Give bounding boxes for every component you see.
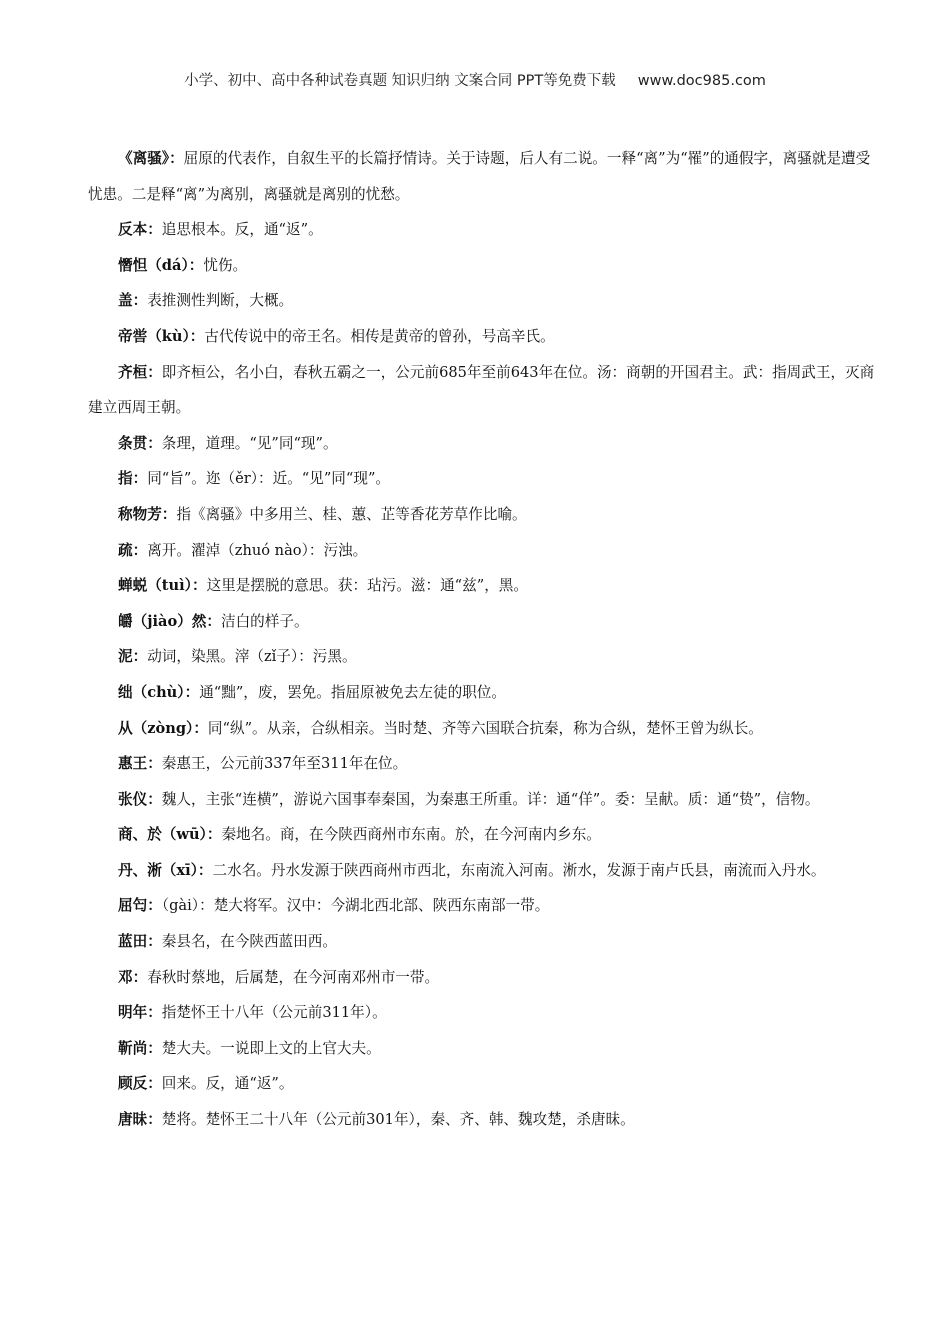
entry-definition: （gài）：楚大将军。汉中：今湖北西北部、陕西东南部一带。 xyxy=(161,897,550,915)
entry-term: 绌（chù）： xyxy=(118,683,200,701)
entry-definition: 离开。濯淖（zhuó nào）：污浊。 xyxy=(147,541,368,559)
entry-term: 唐昧： xyxy=(118,1111,162,1129)
entry-term: 商、於（wū）： xyxy=(118,826,222,844)
entry-definition: 回来。反，通“返”。 xyxy=(161,1075,294,1093)
entry-definition: 魏人，主张“连横”，游说六国事奉秦国，为秦惠王所重。详：通“佯”。委：呈献。质：通“贽”，信物。 xyxy=(161,790,820,808)
entry xyxy=(88,746,878,782)
entry xyxy=(88,817,878,853)
entry-definition: 追思根本。反，通“返”。 xyxy=(161,221,323,239)
entry-definition: 秦县名，在今陕西蓝田西。 xyxy=(161,933,337,951)
entry xyxy=(88,604,878,640)
entry-definition: 洁白的样子。 xyxy=(220,612,309,630)
entry-definition: 即齐桓公，名小白，春秋五霸之一，公元前685年至前643年在位。汤：商朝的开国君主。武：指周武王，灭商建立西周王朝。 xyxy=(88,363,875,417)
entry-definition: 二水名。丹水发源于陕西商州市西北，东南流入河南。淅水，发源于南卢氏县，南流而入丹水。 xyxy=(212,861,826,879)
entry xyxy=(88,960,878,996)
entry-definition: 秦惠王，公元前337年至311年在位。 xyxy=(161,755,408,773)
entry xyxy=(88,283,878,319)
entry-definition: 条理，道理。“见”同“现”。 xyxy=(161,434,338,452)
entry xyxy=(88,497,878,533)
entry xyxy=(88,639,878,675)
entry-term: 盖： xyxy=(118,292,148,310)
entry xyxy=(88,711,878,747)
entry xyxy=(88,1031,878,1067)
entry-definition: 忧伤。 xyxy=(203,256,248,274)
entry-definition: 楚将。楚怀王二十八年（公元前301年），秦、齐、韩、魏攻楚，杀唐昧。 xyxy=(161,1111,635,1129)
entry-term: 邓： xyxy=(118,968,148,986)
entry-term: 丹、淅（xī）： xyxy=(118,861,213,879)
entry-definition: 这里是摆脱的意思。获：玷污。滋：通“兹”，黑。 xyxy=(206,577,528,595)
entry-term: 反本： xyxy=(118,221,162,239)
entry xyxy=(88,141,878,212)
entry xyxy=(88,675,878,711)
entry-term: 惠王： xyxy=(118,755,162,773)
entry-term: 从（zòng）： xyxy=(118,719,208,737)
entry-term: 齐桓： xyxy=(118,363,162,381)
entry-definition: 同“旨”。迩（ěr）：近。“见”同“现”。 xyxy=(147,470,391,488)
entry-term: 蓝田： xyxy=(118,933,162,951)
entry xyxy=(88,212,878,248)
entry-definition: 春秋时蔡地，后属楚，在今河南邓州市一带。 xyxy=(147,968,440,986)
entry xyxy=(88,888,878,924)
entry-term: 帝喾（kù）： xyxy=(118,327,205,345)
entry xyxy=(88,995,878,1031)
entry-term: 泥： xyxy=(118,648,148,666)
entry-definition: 指《离骚》中多用兰、桂、蕙、芷等香花芳草作比喻。 xyxy=(176,505,527,523)
entry-definition: 指楚怀王十八年（公元前311年）。 xyxy=(161,1004,387,1022)
entry-term: 皭（jiào）然： xyxy=(118,612,221,630)
entry-definition: 表推测性判断，大概。 xyxy=(147,292,294,310)
entry-definition: 同“纵”。从亲，合纵相亲。当时楚、齐等六国联合抗秦，称为合纵，楚怀王曾为纵长。 xyxy=(207,719,763,737)
header-text: 小学、初中、高中各种试卷真题 知识归纳 文案合同 PPT等免费下载 xyxy=(184,73,616,89)
entry-definition: 动词，染黑。滓（zǐ子）：污黑。 xyxy=(147,648,357,666)
entry-term: 靳尚： xyxy=(118,1039,162,1057)
page-header xyxy=(0,69,950,90)
entry xyxy=(88,248,878,284)
entry-definition: 通“黜”，废，罢免。指屈原被免去左徒的职位。 xyxy=(199,683,506,701)
entry xyxy=(88,1066,878,1102)
entry-term: 张仪： xyxy=(118,790,162,808)
entry xyxy=(88,782,878,818)
header-url[interactable]: www.doc985.com xyxy=(637,73,766,89)
entry-term: 称物芳： xyxy=(118,505,177,523)
entry-term: 憯怛（dá）： xyxy=(118,256,204,274)
entry xyxy=(88,426,878,462)
entry-definition: 秦地名。商，在今陕西商州市东南。於，在今河南内乡东。 xyxy=(221,826,601,844)
entry-term: 明年： xyxy=(118,1004,162,1022)
entry-definition: 楚大夫。一说即上文的上官大夫。 xyxy=(161,1039,381,1057)
entry-term: 指： xyxy=(118,470,148,488)
entry-term: 顾反： xyxy=(118,1075,162,1093)
entry-definition: 屈原的代表作，自叙生平的长篇抒情诗。关于诗题，后人有二说。一释“离”为“罹”的通假字，离骚就是遭受忧患。二是释“离”为离别，离骚就是离别的忧愁。 xyxy=(88,150,871,203)
annotation-list xyxy=(88,141,878,1138)
entry xyxy=(88,924,878,960)
entry-definition: 古代传说中的帝王名。相传是黄帝的曾孙，号高辛氏。 xyxy=(204,327,555,345)
entry-term: 蝉蜕（tuì）： xyxy=(118,577,207,595)
entry xyxy=(88,1102,878,1138)
entry xyxy=(88,355,878,426)
entry-term: 疏： xyxy=(118,541,148,559)
entry xyxy=(88,533,878,569)
entry xyxy=(88,568,878,604)
entry-term: 屈匄： xyxy=(118,897,162,915)
entry xyxy=(88,461,878,497)
entry xyxy=(88,319,878,355)
entry-term: 条贯： xyxy=(118,434,162,452)
entry-term: 《离骚》： xyxy=(118,150,184,167)
entry xyxy=(88,853,878,889)
